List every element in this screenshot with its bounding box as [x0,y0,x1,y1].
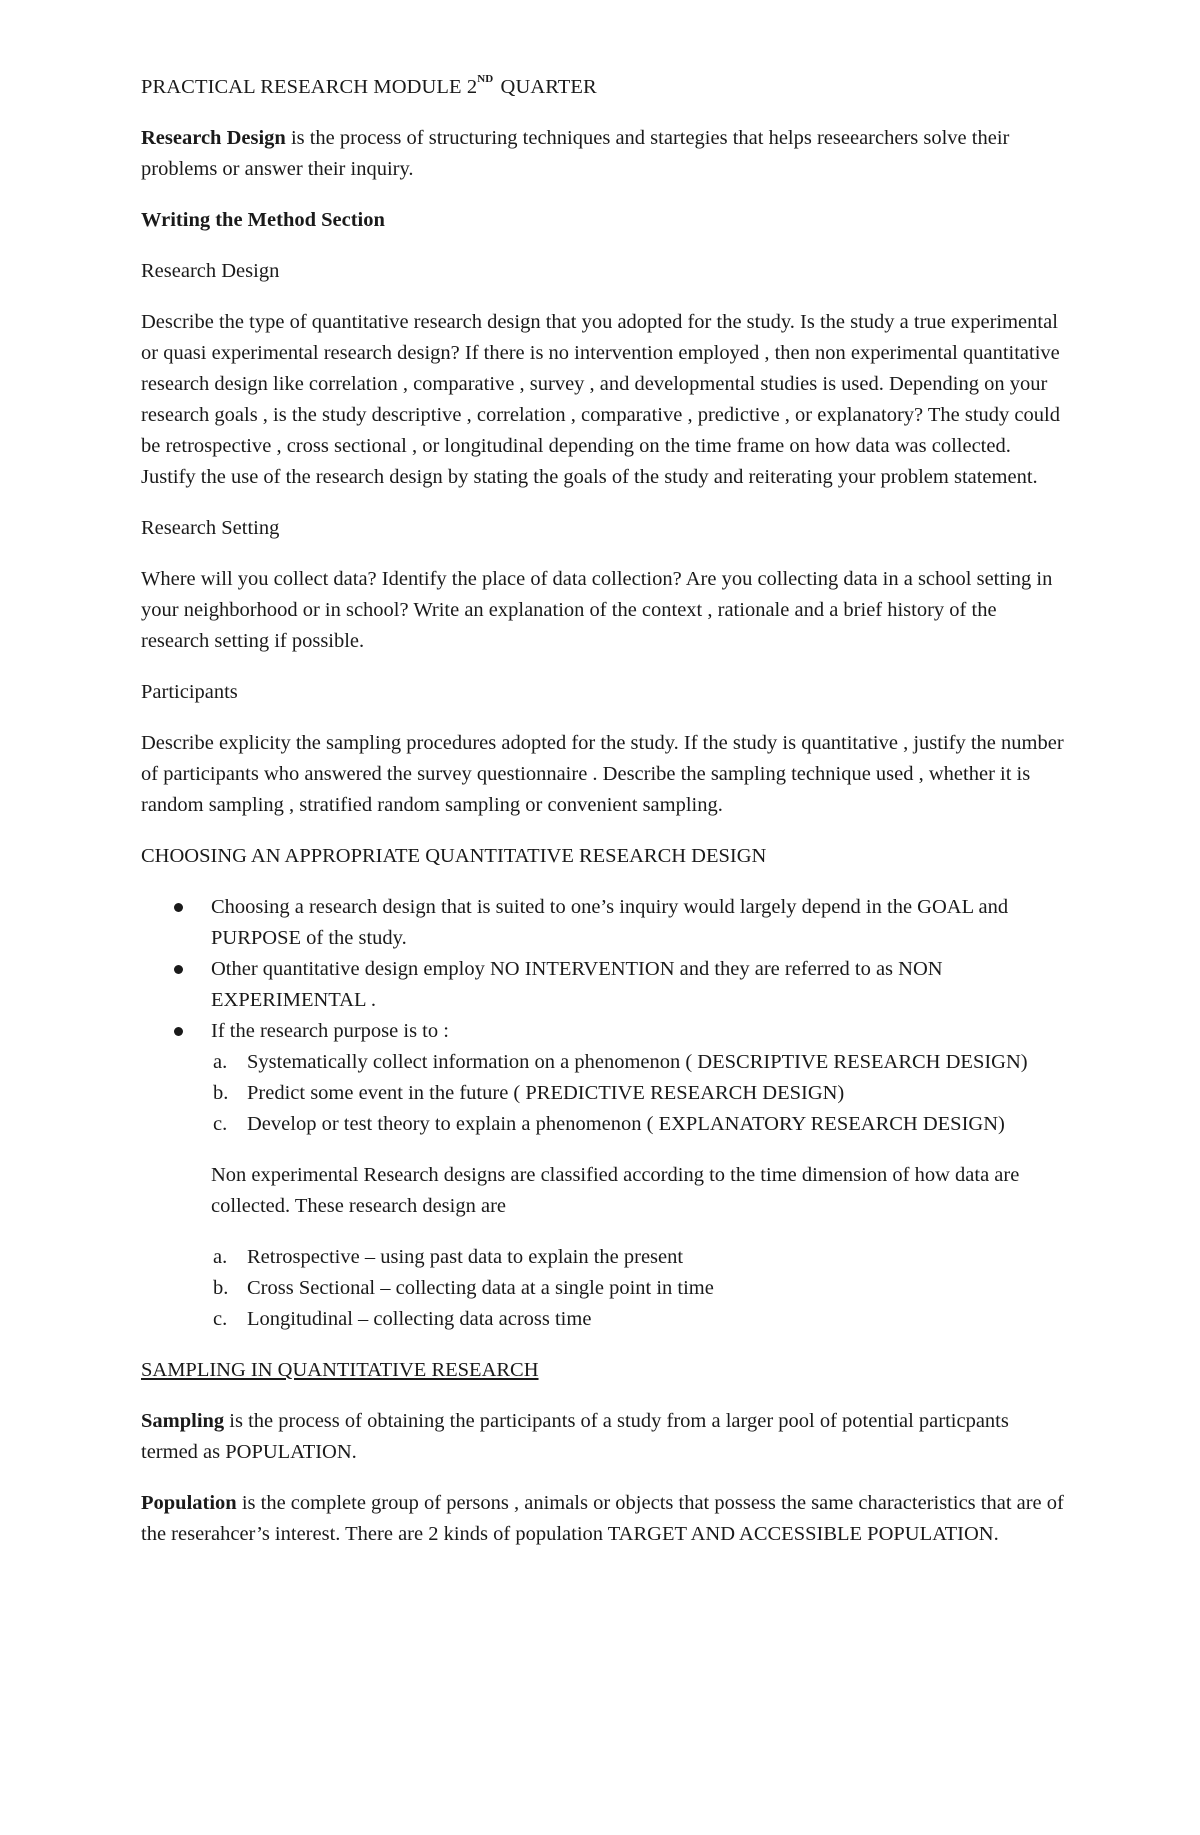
time-design-item [213,1273,1065,1304]
purpose-marker: b. [213,1082,229,1104]
purpose-text: Develop or test theory to explain a phenomenon ( EXPLANATORY RESEARCH DESIGN) [247,1113,1005,1135]
research-setting-heading: Research Setting [141,517,280,539]
time-design-item [213,1304,1065,1335]
purpose-item [213,1109,1065,1140]
choosing-heading: CHOOSING AN APPROPRIATE QUANTITATIVE RESEARCH DESIGN [141,845,767,867]
title-superscript: ND [477,73,494,86]
participants-body: Describe explicity the sampling procedures adopted for the study. If the study is quantitative , justify the number of participants who answered the survey questionnaire . Describe the sampling technique used , whether it is random sampling , stratified random sampling or convenient sampling. [141,732,1064,816]
purpose-item [213,1078,1065,1109]
time-design-marker: c. [213,1308,228,1330]
purpose-marker: a. [213,1051,228,1073]
population-term: Population [141,1492,237,1514]
bullet-item [211,892,1065,954]
intro-paragraph [141,123,1065,185]
population-definition [141,1488,1065,1550]
time-design-marker: b. [213,1277,229,1299]
method-section-heading: Writing the Method Section [141,209,385,231]
bullet-icon [174,1027,183,1036]
time-design-item [213,1242,1065,1273]
purpose-text: Systematically collect information on a phenomenon ( DESCRIPTIVE RESEARCH DESIGN) [247,1051,1028,1073]
time-design-marker: a. [213,1246,228,1268]
bullet-icon [174,965,183,974]
purpose-item [213,1047,1065,1078]
research-design-heading: Research Design [141,260,280,282]
sampling-text: is the process of obtaining the participants of a study from a larger pool of potential particpants termed as POPULATION. [141,1410,1009,1463]
bullet-item [211,954,1065,1016]
title-prefix: PRACTICAL RESEARCH MODULE 2 [141,76,478,98]
research-setting-body: Where will you collect data? Identify the place of data collection? Are you collecting data in a school setting in your neighborhood or in school? Write an explanation of the context , rationale and a brief history of the research setting if possible. [141,568,1053,652]
title-suffix: QUARTER [495,76,597,98]
intro-text: is the process of structuring techniques and startegies that helps reseearchers solve their problems or answer their inquiry. [141,127,1010,180]
time-design-text: Longitudinal – collecting data across time [247,1308,592,1330]
sampling-heading: SAMPLING IN QUANTITATIVE RESEARCH [141,1359,539,1381]
sampling-definition [141,1406,1065,1468]
intro-term: Research Design [141,127,286,149]
purpose-text: Predict some event in the future ( PREDICTIVE RESEARCH DESIGN) [247,1082,845,1104]
bullet-text: If the research purpose is to : [211,1020,449,1042]
time-design-text: Retrospective – using past data to explain the present [247,1246,684,1268]
bullet-item [211,1016,1065,1335]
page-title [141,72,1065,103]
sampling-term: Sampling [141,1410,225,1432]
bullet-text: Other quantitative design employ NO INTERVENTION and they are referred to as NON EXPERIMENTAL . [211,958,943,1011]
participants-heading: Participants [141,681,238,703]
bullet-icon [174,903,183,912]
time-design-text: Cross Sectional – collecting data at a single point in time [247,1277,714,1299]
population-text: is the complete group of persons , animals or objects that possess the same characteristics that are of the reserahcer’s interest. There are 2 kinds of population TARGET AND ACCESSIBLE POPULATION. [141,1492,1064,1545]
bullet-text: Choosing a research design that is suited to one’s inquiry would largely depend in the GOAL and PURPOSE of the study. [211,896,1009,949]
choosing-bullet-list [141,892,1065,1335]
research-design-body: Describe the type of quantitative research design that you adopted for the study. Is the study a true experimental or quasi experimental research design? If there is no intervention employed , then non experimental quantitative research design like correlation , comparative , survey , and developmental studies is used. Depending on your research goals , is the study descriptive , correlation , comparative , predictive , or explanatory? The study could be retrospective , cross sectional , or longitudinal depending on the time frame on how data was collected. Justify the use of the research design by stating the goals of the study and reiterating your problem statement. [141,311,1060,488]
time-design-list [211,1242,1065,1335]
purpose-marker: c. [213,1113,228,1135]
purpose-list [211,1047,1065,1140]
nonexperimental-paragraph: Non experimental Research designs are classified according to the time dimension of how data are collected. These research design are [211,1164,1020,1217]
